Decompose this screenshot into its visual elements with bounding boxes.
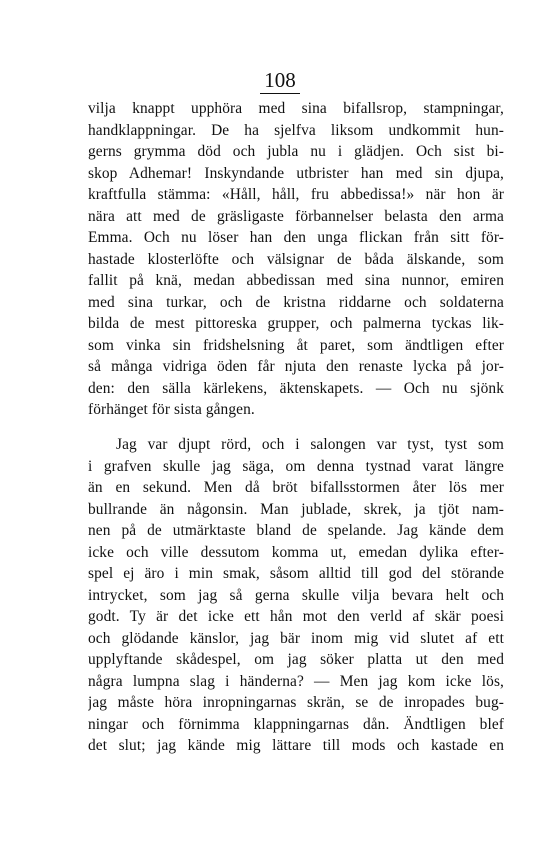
text-line: så många vidriga öden får njuta den renaste lycka på jor-	[88, 358, 504, 375]
text-line: Jag var djupt rörd, och i salongen var tyst, tyst som	[116, 436, 504, 453]
text-line: kraftfulla stämma: «Håll, håll, fru abbedissa!» när hon är	[88, 186, 504, 203]
text-line: nen på de utmärktaste bland de spelande. Jag kände dem	[88, 522, 504, 539]
text-line: jag måste höra inropningarnas skrän, se de inropades bug-	[88, 694, 504, 711]
page-number-text: 108	[260, 68, 300, 94]
text-line: godt. Ty är det icke ett hån mot den verld af skär poesi	[88, 608, 504, 625]
text-line: med sina turkar, och de kristna riddarne och soldaterna	[88, 293, 504, 311]
text-line: det slut; jag kände mig lättare till mods och kastade en	[88, 737, 504, 754]
text-line: bullrande än någonsin. Man jublade, skrek, ja tjöt nam-	[88, 500, 504, 518]
text-line: nära att med de gräsligaste förbannelser belasta den arma	[88, 207, 504, 225]
text-line: som vinka sin fridshelsning åt paret, som ändtligen efter	[88, 336, 504, 354]
paragraph-1	[88, 98, 504, 421]
text-line: och glödande känslor, jag bär inom mig vid slutet af ett	[88, 629, 504, 647]
text-line: några lumpna slag i händerna? — Men jag kom icke lös,	[88, 672, 504, 690]
text-line: icke och ville dessutom komma ut, emedan dylika efter-	[88, 543, 504, 561]
text-line: i grafven skulle jag säga, om denna tystnad varat längre	[88, 457, 504, 475]
text-line: hastade klosterlöfte och välsignar de båda älskande, som	[88, 250, 504, 268]
text-line: handklappningar. De ha sjelfva liksom undkommit hun-	[88, 121, 504, 139]
text-line: vilja knappt upphöra med sina bifallsrop, stampningar,	[88, 100, 504, 117]
text-line: upplyftande skådespel, om jag söker platta ut den med	[88, 651, 504, 668]
text-line: än en sekund. Men då bröt bifallsstormen åter lös mer	[88, 479, 504, 496]
text-line: fallit på knä, medan abbedissan med sina nunnor, emiren	[88, 272, 504, 289]
text-line: förhänget för sista gången.	[88, 401, 255, 418]
text-line: spel ej äro i min smak, såsom alltid till god del störande	[88, 565, 504, 582]
paragraph-2	[88, 434, 504, 757]
text-line: den: den sälla kärlekens, äktenskapets. — Och nu sjönk	[88, 379, 504, 397]
text-line: ningar och förnimma klappningarnas dån. Ändtligen blef	[88, 715, 504, 733]
text-line: intrycket, som jag så gerna skulle vilja bevara helt och	[88, 586, 504, 604]
text-line: bilda de mest pittoreska grupper, och palmerna tyckas lik-	[88, 315, 504, 332]
text-line: skop Adhemar! Inskyndande utbrister han med sin djupa,	[88, 164, 504, 182]
text-line: Emma. Och nu löser han den unga flickan från sitt för-	[88, 229, 504, 246]
page-number	[0, 68, 560, 92]
text-line: gerns grymma död och jubla nu i glädjen. Och sist bi-	[88, 143, 504, 160]
